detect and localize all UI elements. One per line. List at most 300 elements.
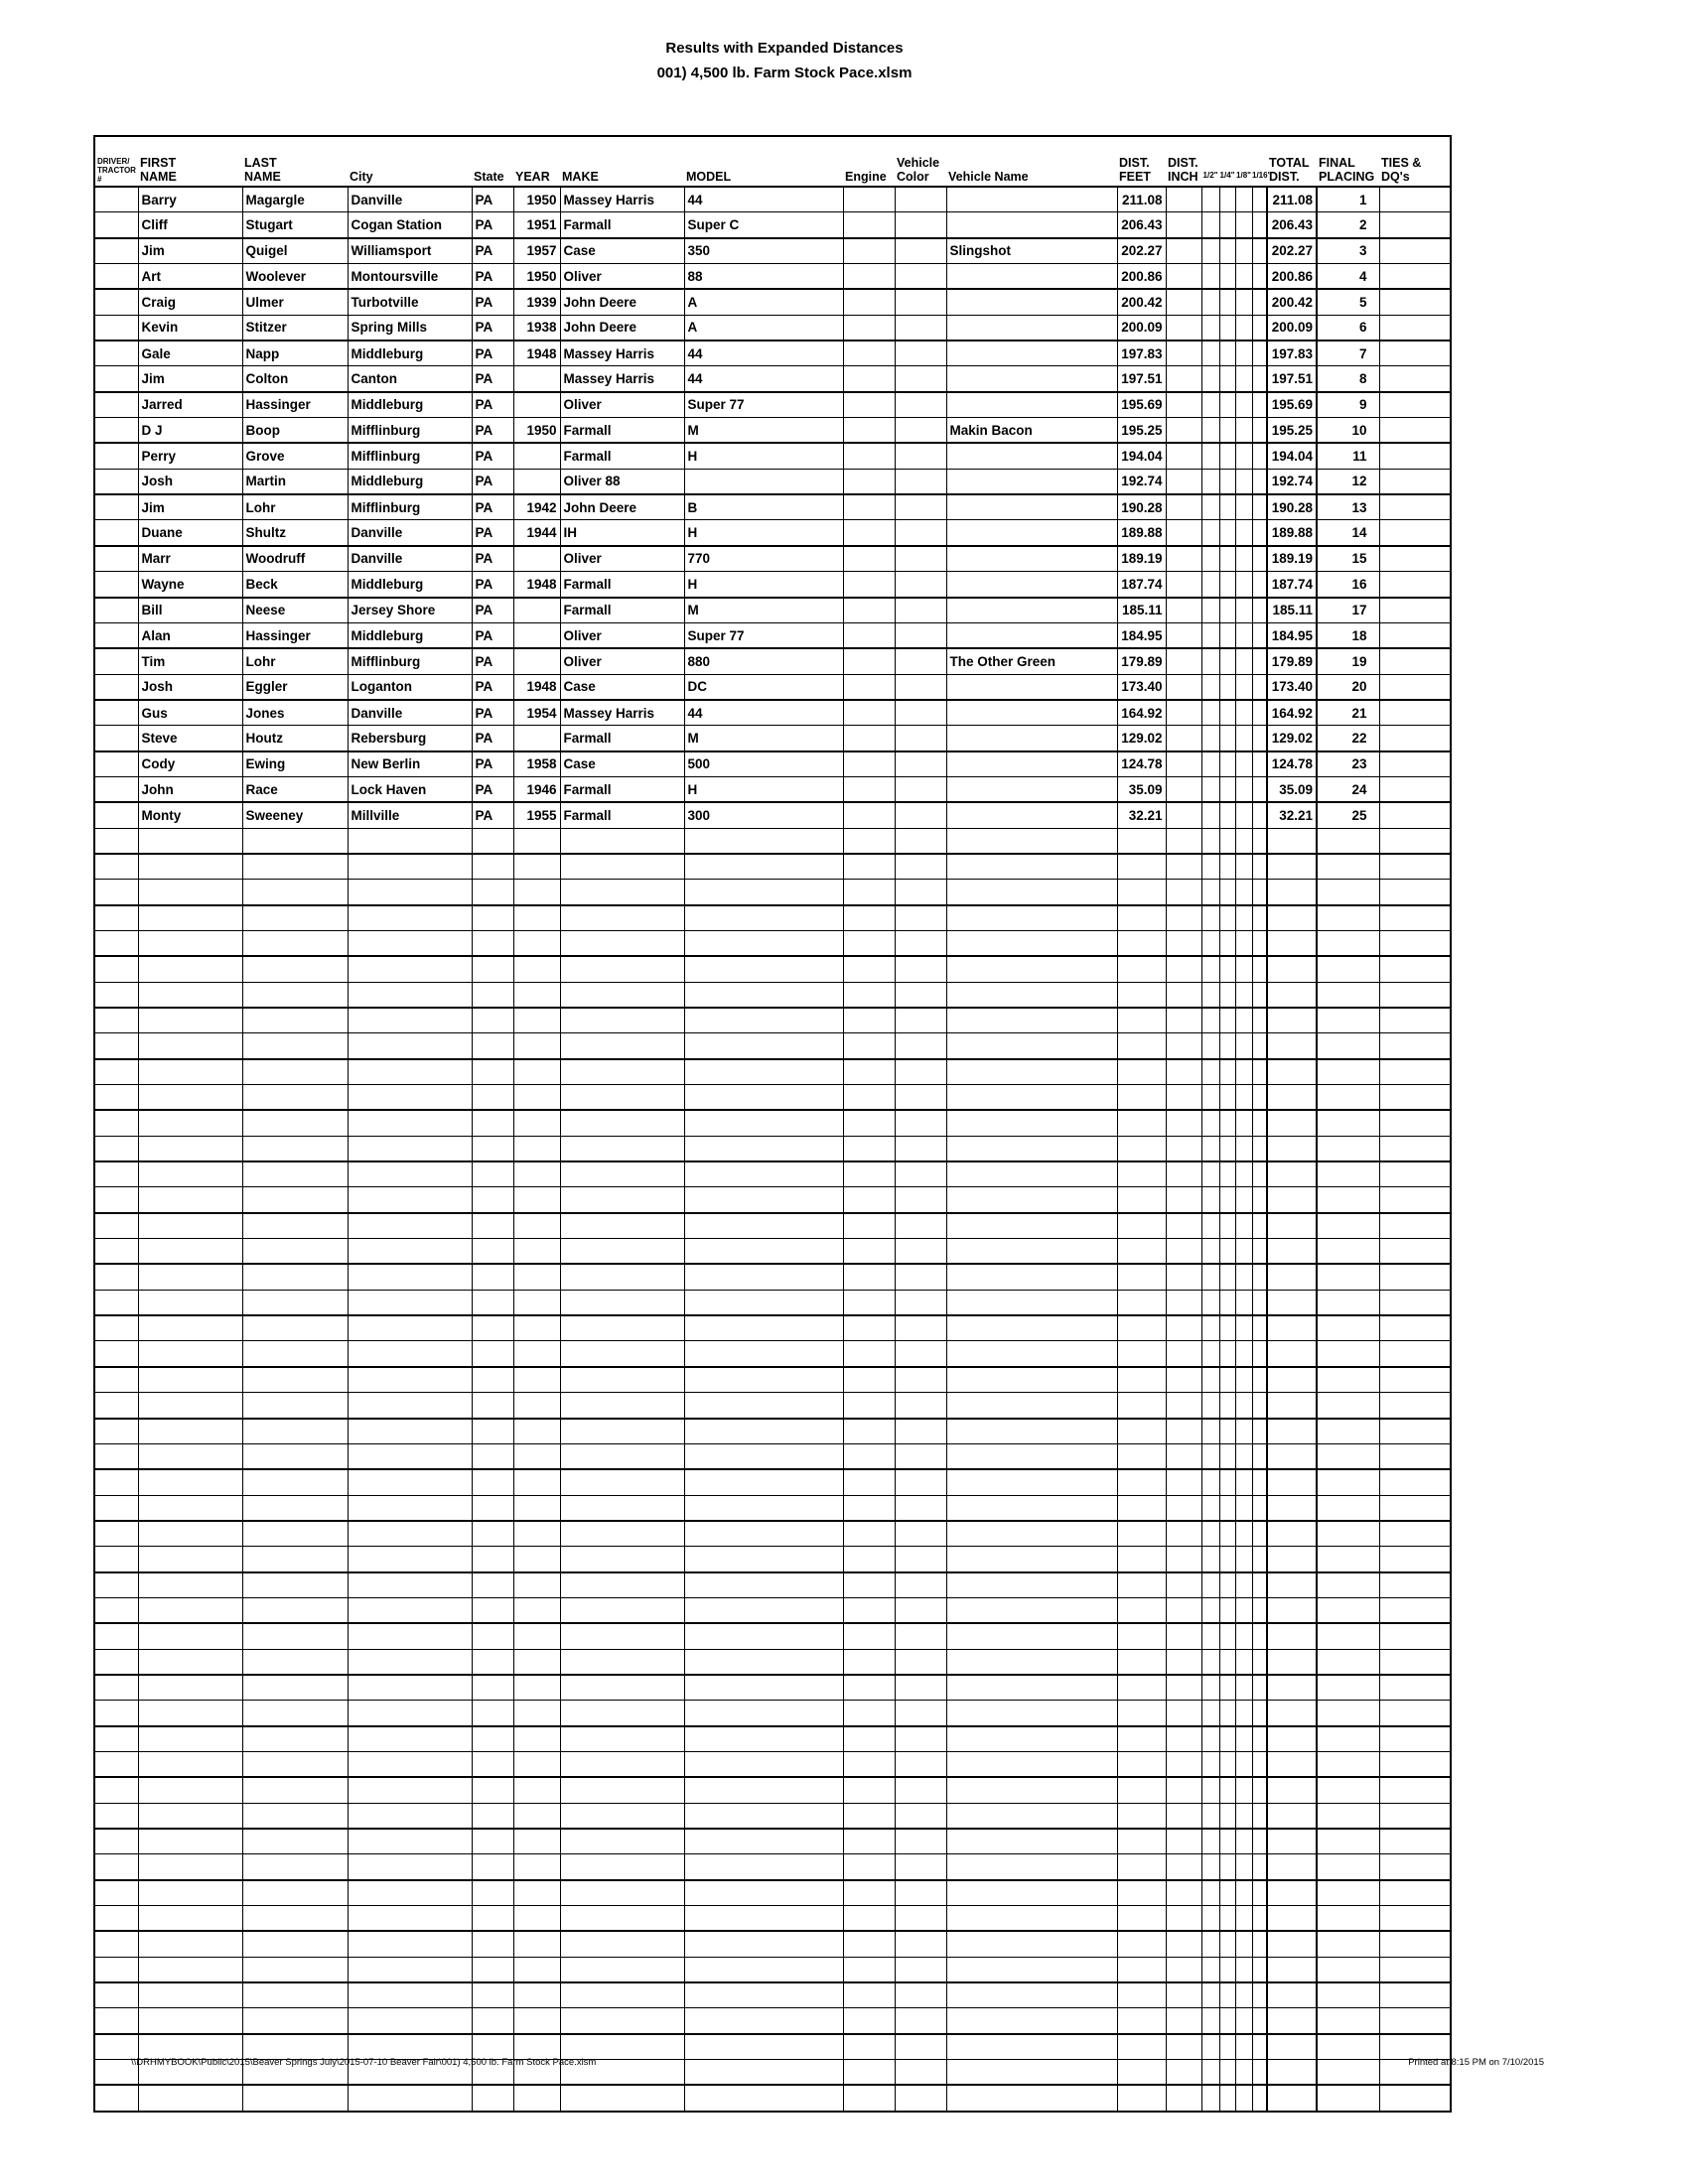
cell-last-name bbox=[242, 1443, 348, 1469]
table-row bbox=[94, 726, 1451, 751]
cell-eighth-inch bbox=[1235, 264, 1252, 290]
cell-dist-inch bbox=[1166, 1264, 1201, 1290]
cell-make: Farmall bbox=[560, 418, 684, 444]
table-row bbox=[94, 392, 1451, 418]
cell-final-placing bbox=[1317, 930, 1379, 956]
cell-quarter-inch bbox=[1219, 1290, 1235, 1315]
cell-vehicle-name bbox=[946, 880, 1117, 905]
cell-engine bbox=[843, 1136, 895, 1161]
cell-first-name bbox=[138, 1213, 242, 1239]
cell-total-dist: 187.74 bbox=[1267, 572, 1317, 598]
cell-eighth-inch bbox=[1235, 1393, 1252, 1419]
cell-year: 1958 bbox=[513, 751, 560, 777]
cell-tractor bbox=[94, 1649, 138, 1675]
cell-dist-inch bbox=[1166, 1110, 1201, 1136]
cell-engine bbox=[843, 1495, 895, 1521]
cell-final-placing bbox=[1317, 905, 1379, 931]
cell-eighth-inch bbox=[1235, 1726, 1252, 1752]
cell-last-name: Jones bbox=[242, 700, 348, 726]
cell-total-dist bbox=[1267, 1085, 1317, 1111]
cell-sixteenth-inch bbox=[1252, 1213, 1267, 1239]
cell-year bbox=[513, 1393, 560, 1419]
cell-city: Danville bbox=[348, 520, 472, 546]
cell-final-placing bbox=[1317, 2008, 1379, 2034]
cell-last-name bbox=[242, 1572, 348, 1598]
cell-state: PA bbox=[472, 392, 513, 418]
cell-sixteenth-inch bbox=[1252, 1521, 1267, 1547]
col-header-quarter-inch: 1/4" bbox=[1219, 136, 1235, 187]
cell-dist-feet: 200.09 bbox=[1117, 315, 1166, 341]
cell-vehicle-name bbox=[946, 1341, 1117, 1367]
cell-eighth-inch bbox=[1235, 1521, 1252, 1547]
cell-tractor bbox=[94, 1290, 138, 1315]
cell-dist-feet bbox=[1117, 1315, 1166, 1341]
cell-last-name bbox=[242, 1957, 348, 1982]
cell-final-placing bbox=[1317, 1419, 1379, 1444]
cell-vehicle-name bbox=[946, 2085, 1117, 2111]
cell-first-name bbox=[138, 1751, 242, 1777]
cell-make bbox=[560, 1547, 684, 1572]
cell-quarter-inch bbox=[1219, 1239, 1235, 1265]
cell-first-name: Craig bbox=[138, 289, 242, 315]
cell-sixteenth-inch bbox=[1252, 366, 1267, 392]
empty-table-row bbox=[94, 1213, 1451, 1239]
cell-tractor bbox=[94, 751, 138, 777]
cell-vehicle-color bbox=[895, 469, 946, 494]
cell-engine bbox=[843, 1751, 895, 1777]
cell-first-name bbox=[138, 1572, 242, 1598]
empty-table-row bbox=[94, 1751, 1451, 1777]
cell-tractor bbox=[94, 1701, 138, 1726]
cell-dist-feet bbox=[1117, 1341, 1166, 1367]
cell-total-dist: 32.21 bbox=[1267, 802, 1317, 828]
cell-state bbox=[472, 2034, 513, 2060]
cell-final-placing bbox=[1317, 828, 1379, 854]
cell-vehicle-name bbox=[946, 930, 1117, 956]
cell-half-inch bbox=[1201, 1649, 1219, 1675]
cell-first-name bbox=[138, 1367, 242, 1393]
cell-ties-dqs bbox=[1379, 546, 1451, 572]
cell-dist-feet bbox=[1117, 1239, 1166, 1265]
cell-dist-feet bbox=[1117, 828, 1166, 854]
cell-model: 350 bbox=[684, 238, 843, 264]
cell-tractor bbox=[94, 572, 138, 598]
cell-make bbox=[560, 1751, 684, 1777]
cell-half-inch bbox=[1201, 1161, 1219, 1187]
cell-first-name: Barry bbox=[138, 187, 242, 212]
cell-first-name: Josh bbox=[138, 469, 242, 494]
cell-eighth-inch bbox=[1235, 1803, 1252, 1829]
cell-tractor bbox=[94, 956, 138, 982]
cell-city: Turbotville bbox=[348, 289, 472, 315]
cell-vehicle-name bbox=[946, 1059, 1117, 1085]
cell-vehicle-color bbox=[895, 674, 946, 700]
cell-sixteenth-inch bbox=[1252, 1572, 1267, 1598]
cell-make bbox=[560, 2008, 684, 2034]
cell-year bbox=[513, 469, 560, 494]
cell-tractor bbox=[94, 930, 138, 956]
cell-make bbox=[560, 930, 684, 956]
cell-final-placing: 14 bbox=[1317, 520, 1379, 546]
col-header-last-name: LAST NAME bbox=[242, 136, 348, 187]
cell-dist-feet bbox=[1117, 2008, 1166, 2034]
cell-dist-feet bbox=[1117, 982, 1166, 1008]
empty-table-row bbox=[94, 956, 1451, 982]
table-row bbox=[94, 289, 1451, 315]
cell-first-name bbox=[138, 1880, 242, 1906]
cell-vehicle-name bbox=[946, 1751, 1117, 1777]
cell-first-name bbox=[138, 1957, 242, 1982]
cell-eighth-inch bbox=[1235, 956, 1252, 982]
cell-vehicle-color bbox=[895, 1931, 946, 1957]
cell-engine bbox=[843, 1213, 895, 1239]
cell-model bbox=[684, 1187, 843, 1213]
cell-dist-inch bbox=[1166, 1315, 1201, 1341]
cell-half-inch bbox=[1201, 1751, 1219, 1777]
cell-engine bbox=[843, 264, 895, 290]
cell-vehicle-color bbox=[895, 1751, 946, 1777]
cell-last-name bbox=[242, 1469, 348, 1495]
cell-make bbox=[560, 1008, 684, 1033]
cell-eighth-inch bbox=[1235, 751, 1252, 777]
cell-total-dist bbox=[1267, 880, 1317, 905]
cell-vehicle-name bbox=[946, 1597, 1117, 1623]
cell-sixteenth-inch bbox=[1252, 238, 1267, 264]
col-header-state: State bbox=[472, 136, 513, 187]
cell-vehicle-name bbox=[946, 1187, 1117, 1213]
cell-vehicle-name bbox=[946, 1547, 1117, 1572]
cell-final-placing: 12 bbox=[1317, 469, 1379, 494]
cell-engine bbox=[843, 751, 895, 777]
results-table-body bbox=[94, 187, 1451, 2112]
cell-year bbox=[513, 392, 560, 418]
cell-first-name: Tim bbox=[138, 648, 242, 674]
cell-quarter-inch bbox=[1219, 366, 1235, 392]
cell-engine bbox=[843, 1803, 895, 1829]
cell-vehicle-name bbox=[946, 1213, 1117, 1239]
cell-first-name: Steve bbox=[138, 726, 242, 751]
cell-state bbox=[472, 1726, 513, 1752]
cell-ties-dqs bbox=[1379, 1854, 1451, 1880]
cell-engine bbox=[843, 648, 895, 674]
cell-city bbox=[348, 1008, 472, 1033]
cell-tractor bbox=[94, 469, 138, 494]
cell-tractor bbox=[94, 802, 138, 828]
cell-quarter-inch bbox=[1219, 2034, 1235, 2060]
cell-tractor bbox=[94, 2085, 138, 2111]
cell-dist-feet bbox=[1117, 1161, 1166, 1187]
cell-sixteenth-inch bbox=[1252, 1931, 1267, 1957]
cell-vehicle-name bbox=[946, 366, 1117, 392]
cell-total-dist: 185.11 bbox=[1267, 598, 1317, 623]
cell-eighth-inch bbox=[1235, 520, 1252, 546]
cell-quarter-inch bbox=[1219, 1213, 1235, 1239]
cell-year: 1951 bbox=[513, 212, 560, 238]
cell-first-name bbox=[138, 1701, 242, 1726]
cell-ties-dqs bbox=[1379, 1803, 1451, 1829]
cell-eighth-inch bbox=[1235, 2008, 1252, 2034]
cell-sixteenth-inch bbox=[1252, 598, 1267, 623]
cell-half-inch bbox=[1201, 1829, 1219, 1854]
cell-year bbox=[513, 726, 560, 751]
cell-vehicle-name bbox=[946, 1161, 1117, 1187]
cell-tractor bbox=[94, 1751, 138, 1777]
cell-engine bbox=[843, 1675, 895, 1701]
cell-sixteenth-inch bbox=[1252, 622, 1267, 648]
cell-city bbox=[348, 1187, 472, 1213]
cell-dist-inch bbox=[1166, 776, 1201, 802]
cell-eighth-inch bbox=[1235, 1597, 1252, 1623]
cell-state bbox=[472, 1187, 513, 1213]
cell-quarter-inch bbox=[1219, 315, 1235, 341]
cell-last-name bbox=[242, 930, 348, 956]
cell-first-name bbox=[138, 1623, 242, 1649]
cell-quarter-inch bbox=[1219, 341, 1235, 366]
cell-eighth-inch bbox=[1235, 1290, 1252, 1315]
cell-final-placing bbox=[1317, 1033, 1379, 1059]
cell-half-inch bbox=[1201, 520, 1219, 546]
cell-sixteenth-inch bbox=[1252, 289, 1267, 315]
cell-eighth-inch bbox=[1235, 1495, 1252, 1521]
cell-vehicle-name bbox=[946, 854, 1117, 880]
cell-ties-dqs bbox=[1379, 982, 1451, 1008]
cell-year: 1954 bbox=[513, 700, 560, 726]
cell-vehicle-name bbox=[946, 700, 1117, 726]
cell-sixteenth-inch bbox=[1252, 1982, 1267, 2008]
cell-vehicle-color bbox=[895, 598, 946, 623]
cell-first-name: Josh bbox=[138, 674, 242, 700]
cell-engine bbox=[843, 2008, 895, 2034]
cell-ties-dqs bbox=[1379, 1341, 1451, 1367]
cell-vehicle-color bbox=[895, 572, 946, 598]
cell-year bbox=[513, 1136, 560, 1161]
table-row bbox=[94, 802, 1451, 828]
cell-final-placing bbox=[1317, 1315, 1379, 1341]
cell-half-inch bbox=[1201, 726, 1219, 751]
cell-city: Spring Mills bbox=[348, 315, 472, 341]
cell-ties-dqs bbox=[1379, 1957, 1451, 1982]
cell-last-name bbox=[242, 1675, 348, 1701]
cell-total-dist: 211.08 bbox=[1267, 187, 1317, 212]
cell-quarter-inch bbox=[1219, 1854, 1235, 1880]
cell-tractor bbox=[94, 776, 138, 802]
cell-engine bbox=[843, 443, 895, 469]
cell-eighth-inch bbox=[1235, 469, 1252, 494]
cell-first-name bbox=[138, 880, 242, 905]
cell-last-name bbox=[242, 1880, 348, 1906]
cell-ties-dqs bbox=[1379, 1136, 1451, 1161]
cell-model: DC bbox=[684, 674, 843, 700]
cell-half-inch bbox=[1201, 2034, 1219, 2060]
cell-ties-dqs bbox=[1379, 443, 1451, 469]
cell-year bbox=[513, 1085, 560, 1111]
cell-total-dist bbox=[1267, 930, 1317, 956]
footer-printed-timestamp: Printed at 8:15 PM on 7/10/2015 bbox=[1408, 2057, 1544, 2068]
cell-model: H bbox=[684, 443, 843, 469]
cell-tractor bbox=[94, 1880, 138, 1906]
cell-eighth-inch bbox=[1235, 572, 1252, 598]
cell-eighth-inch bbox=[1235, 700, 1252, 726]
cell-first-name: Jim bbox=[138, 366, 242, 392]
cell-first-name bbox=[138, 1393, 242, 1419]
cell-sixteenth-inch bbox=[1252, 520, 1267, 546]
cell-dist-feet: 35.09 bbox=[1117, 776, 1166, 802]
cell-city bbox=[348, 1751, 472, 1777]
cell-city: Canton bbox=[348, 366, 472, 392]
empty-table-row bbox=[94, 1315, 1451, 1341]
cell-dist-feet: 184.95 bbox=[1117, 622, 1166, 648]
cell-final-placing bbox=[1317, 1957, 1379, 1982]
cell-state bbox=[472, 1854, 513, 1880]
cell-dist-inch bbox=[1166, 1547, 1201, 1572]
cell-vehicle-color bbox=[895, 289, 946, 315]
cell-eighth-inch bbox=[1235, 1829, 1252, 1854]
cell-year bbox=[513, 1443, 560, 1469]
cell-final-placing: 21 bbox=[1317, 700, 1379, 726]
cell-city bbox=[348, 1239, 472, 1265]
cell-model bbox=[684, 1495, 843, 1521]
cell-vehicle-color bbox=[895, 264, 946, 290]
cell-first-name bbox=[138, 1085, 242, 1111]
cell-half-inch bbox=[1201, 366, 1219, 392]
cell-vehicle-name bbox=[946, 1521, 1117, 1547]
empty-table-row bbox=[94, 1880, 1451, 1906]
cell-model: 88 bbox=[684, 264, 843, 290]
cell-last-name bbox=[242, 1341, 348, 1367]
cell-year bbox=[513, 1623, 560, 1649]
cell-eighth-inch bbox=[1235, 1033, 1252, 1059]
cell-dist-feet bbox=[1117, 1649, 1166, 1675]
cell-eighth-inch bbox=[1235, 1187, 1252, 1213]
cell-total-dist: 179.89 bbox=[1267, 648, 1317, 674]
cell-total-dist bbox=[1267, 1315, 1317, 1341]
cell-last-name: Eggler bbox=[242, 674, 348, 700]
cell-make: IH bbox=[560, 520, 684, 546]
cell-first-name bbox=[138, 1726, 242, 1752]
cell-engine bbox=[843, 341, 895, 366]
cell-ties-dqs bbox=[1379, 1982, 1451, 2008]
cell-engine bbox=[843, 315, 895, 341]
cell-total-dist bbox=[1267, 1623, 1317, 1649]
cell-make: Massey Harris bbox=[560, 341, 684, 366]
cell-model bbox=[684, 854, 843, 880]
cell-dist-inch bbox=[1166, 674, 1201, 700]
cell-city bbox=[348, 1033, 472, 1059]
cell-quarter-inch bbox=[1219, 1161, 1235, 1187]
cell-engine bbox=[843, 880, 895, 905]
cell-sixteenth-inch bbox=[1252, 494, 1267, 520]
cell-vehicle-color bbox=[895, 1136, 946, 1161]
cell-engine bbox=[843, 1547, 895, 1572]
cell-make bbox=[560, 828, 684, 854]
cell-eighth-inch bbox=[1235, 315, 1252, 341]
cell-engine bbox=[843, 1443, 895, 1469]
cell-vehicle-name bbox=[946, 1419, 1117, 1444]
cell-city bbox=[348, 880, 472, 905]
cell-quarter-inch bbox=[1219, 520, 1235, 546]
cell-dist-feet bbox=[1117, 1623, 1166, 1649]
cell-tractor bbox=[94, 238, 138, 264]
cell-final-placing: 13 bbox=[1317, 494, 1379, 520]
cell-sixteenth-inch bbox=[1252, 2008, 1267, 2034]
cell-engine bbox=[843, 1008, 895, 1033]
cell-vehicle-color bbox=[895, 1264, 946, 1290]
empty-table-row bbox=[94, 1931, 1451, 1957]
cell-quarter-inch bbox=[1219, 187, 1235, 212]
cell-eighth-inch bbox=[1235, 1906, 1252, 1932]
cell-model: 500 bbox=[684, 751, 843, 777]
cell-make: John Deere bbox=[560, 315, 684, 341]
cell-city bbox=[348, 1469, 472, 1495]
cell-year bbox=[513, 1906, 560, 1932]
cell-state bbox=[472, 1521, 513, 1547]
cell-ties-dqs bbox=[1379, 905, 1451, 931]
cell-vehicle-name bbox=[946, 1572, 1117, 1598]
cell-dist-inch bbox=[1166, 828, 1201, 854]
cell-dist-feet: 197.83 bbox=[1117, 341, 1166, 366]
cell-model bbox=[684, 1829, 843, 1854]
cell-vehicle-color bbox=[895, 1803, 946, 1829]
cell-vehicle-color bbox=[895, 1008, 946, 1033]
cell-eighth-inch bbox=[1235, 2085, 1252, 2111]
cell-quarter-inch bbox=[1219, 1393, 1235, 1419]
cell-state: PA bbox=[472, 546, 513, 572]
cell-state: PA bbox=[472, 212, 513, 238]
cell-vehicle-color bbox=[895, 802, 946, 828]
cell-first-name bbox=[138, 905, 242, 931]
cell-ties-dqs bbox=[1379, 392, 1451, 418]
cell-quarter-inch bbox=[1219, 1110, 1235, 1136]
cell-ties-dqs bbox=[1379, 1829, 1451, 1854]
cell-model bbox=[684, 1572, 843, 1598]
cell-state bbox=[472, 854, 513, 880]
cell-make: Oliver 88 bbox=[560, 469, 684, 494]
report-title: Results with Expanded Distances bbox=[665, 40, 904, 57]
cell-year bbox=[513, 1290, 560, 1315]
cell-final-placing: 1 bbox=[1317, 187, 1379, 212]
col-header-make: MAKE bbox=[560, 136, 684, 187]
cell-sixteenth-inch bbox=[1252, 1469, 1267, 1495]
cell-city: Middleburg bbox=[348, 392, 472, 418]
cell-eighth-inch bbox=[1235, 1213, 1252, 1239]
cell-first-name: Cliff bbox=[138, 212, 242, 238]
cell-eighth-inch bbox=[1235, 1701, 1252, 1726]
cell-city: Williamsport bbox=[348, 238, 472, 264]
cell-dist-inch bbox=[1166, 1623, 1201, 1649]
cell-quarter-inch bbox=[1219, 572, 1235, 598]
cell-engine bbox=[843, 289, 895, 315]
cell-engine bbox=[843, 546, 895, 572]
cell-dist-feet: 195.25 bbox=[1117, 418, 1166, 444]
cell-model bbox=[684, 1597, 843, 1623]
cell-sixteenth-inch bbox=[1252, 469, 1267, 494]
cell-dist-inch bbox=[1166, 392, 1201, 418]
cell-dist-inch bbox=[1166, 1239, 1201, 1265]
cell-year bbox=[513, 880, 560, 905]
cell-year bbox=[513, 1264, 560, 1290]
cell-ties-dqs bbox=[1379, 1906, 1451, 1932]
cell-state: PA bbox=[472, 443, 513, 469]
cell-ties-dqs bbox=[1379, 1008, 1451, 1033]
cell-state bbox=[472, 1419, 513, 1444]
cell-make bbox=[560, 1136, 684, 1161]
cell-final-placing: 16 bbox=[1317, 572, 1379, 598]
cell-vehicle-name bbox=[946, 1880, 1117, 1906]
cell-tractor bbox=[94, 1906, 138, 1932]
cell-eighth-inch bbox=[1235, 854, 1252, 880]
cell-dist-feet: 185.11 bbox=[1117, 598, 1166, 623]
cell-quarter-inch bbox=[1219, 751, 1235, 777]
